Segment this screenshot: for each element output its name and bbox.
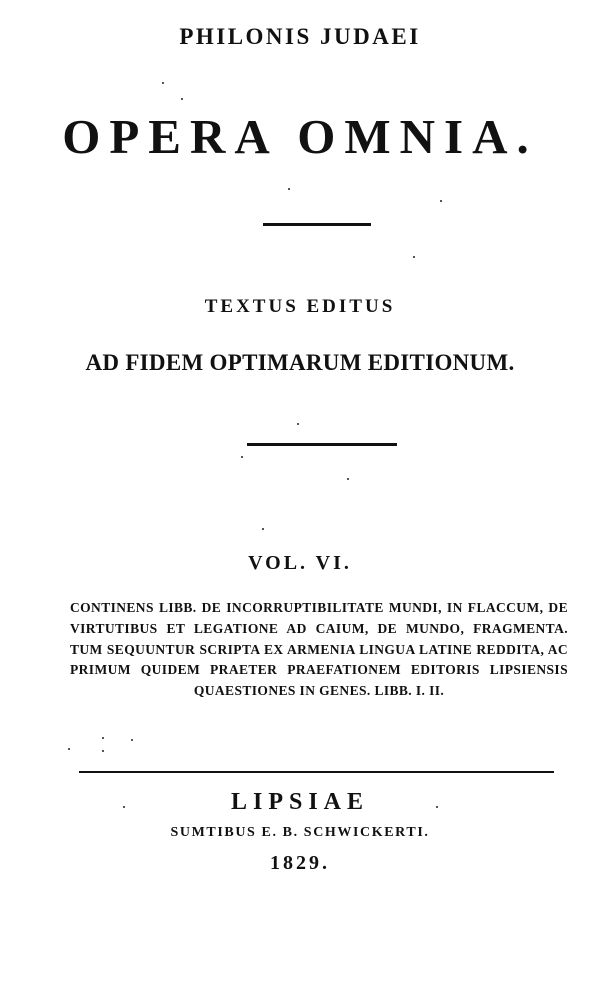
place-of-publication: LIPSIAE xyxy=(230,789,370,815)
subtitle-line-1: TEXTUS EDITUS xyxy=(204,296,396,317)
scan-speck xyxy=(440,200,442,202)
divider-rule xyxy=(263,223,371,226)
scan-speck xyxy=(436,806,438,808)
scan-speck xyxy=(68,748,70,750)
volume-label: VOL. VI. xyxy=(248,552,352,574)
scan-speck xyxy=(123,806,125,808)
scan-speck xyxy=(347,478,349,480)
scan-speck xyxy=(288,188,290,190)
publication-year: 1829. xyxy=(270,852,330,874)
main-title: OPERA OMNIA. xyxy=(62,109,538,164)
publisher-line: SUMTIBUS E. B. SCHWICKERTI. xyxy=(170,825,430,840)
scan-speck xyxy=(297,423,299,425)
imprint-rule xyxy=(79,771,554,773)
scan-speck xyxy=(413,256,415,258)
scan-speck xyxy=(131,739,133,741)
scan-speck xyxy=(262,528,264,530)
contents-description: CONTINENS LIBB. DE INCORRUPTIBILITATE MUNDI, IN FLACCUM, DE VIRTUTIBUS ET LEGATIONE AD CAIUM, DE MUNDO, FRAGMENTA. TUM SEQUUNTUR SCRIPTA EX ARMENIA LINGUA LATINE REDDITA, AC PRIMUM QUIDEM PRAETER PRAEFATIONEM EDITORIS LIPSIENSIS QUAESTIONES IN GENES. LIBB. I. II. xyxy=(70,600,568,699)
scan-speck xyxy=(162,82,164,84)
scan-speck xyxy=(181,98,183,100)
author-line: PHILONIS JUDAEI xyxy=(179,24,421,49)
divider-rule xyxy=(247,443,397,446)
scan-speck xyxy=(102,737,104,739)
scan-speck xyxy=(241,456,243,458)
scan-speck xyxy=(102,750,104,752)
subtitle-line-2: AD FIDEM OPTIMARUM EDITIONUM. xyxy=(85,350,515,375)
